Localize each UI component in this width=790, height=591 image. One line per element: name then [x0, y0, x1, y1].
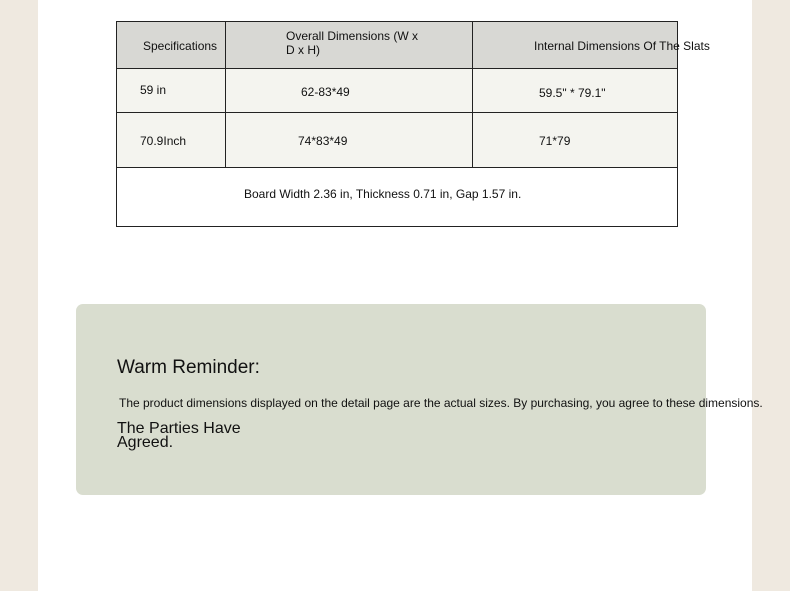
- table-row: [117, 113, 678, 168]
- table-cell-overall: [226, 113, 473, 168]
- reminder-title: Warm Reminder:: [117, 357, 260, 378]
- header-cell-overall-dimensions: [226, 22, 473, 69]
- row-1-internal: 59.5" * 79.1": [539, 86, 606, 100]
- board-specs-note: Board Width 2.36 in, Thickness 0.71 in, Gap 1.57 in.: [244, 187, 522, 201]
- row-1-spec: 59 in: [140, 83, 167, 97]
- table-footer-row: [117, 168, 678, 227]
- specifications-table: [116, 21, 710, 227]
- table-header-row: [117, 22, 678, 69]
- table-cell-spec: [117, 69, 226, 113]
- row-2-spec: 70.9Inch: [140, 134, 187, 148]
- table-row: [117, 69, 678, 113]
- table-cell-internal: [473, 69, 678, 113]
- reminder-body: The product dimensions displayed on the detail page are the actual sizes. By purchasing, you agree to these dimensions.: [119, 396, 763, 410]
- warm-reminder-panel: [76, 304, 763, 495]
- table-footer-cell: [117, 168, 678, 227]
- reminder-agreed: The Parties Have Agreed.: [117, 420, 241, 451]
- row-1-overall: 62-83*49: [301, 85, 350, 99]
- row-2-internal: 71*79: [539, 134, 571, 148]
- table-cell-internal: [473, 113, 678, 168]
- header-specifications-label: Specifications: [143, 39, 218, 53]
- header-cell-internal-dimensions: [473, 22, 710, 69]
- header-internal-dimensions-label: Internal Dimensions Of The Slats: [534, 39, 710, 53]
- header-cell-specifications: [117, 22, 226, 69]
- table-cell-overall: [226, 69, 473, 113]
- table-cell-spec: [117, 113, 226, 168]
- header-overall-dimensions-label: Overall Dimensions (W x D x H): [286, 29, 419, 57]
- row-2-overall: 74*83*49: [298, 134, 348, 148]
